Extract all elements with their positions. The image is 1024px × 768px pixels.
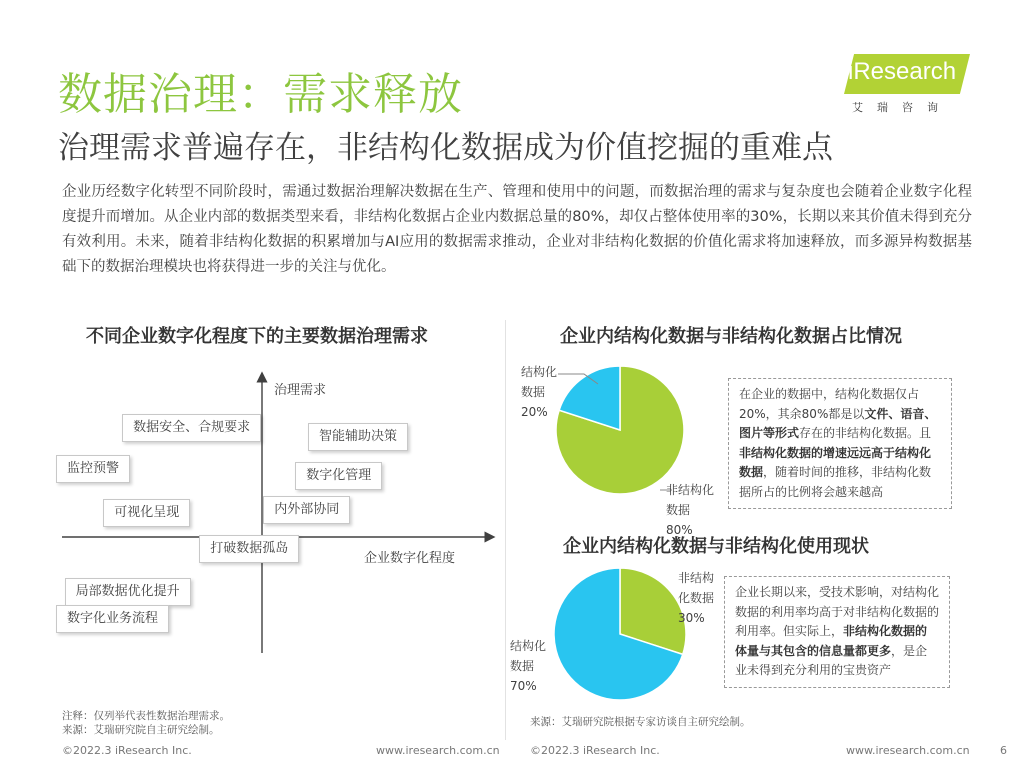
body-text: 在企业的数据中，结构化数据仅占20%，其余80%都是以 [739,387,920,421]
pie2-description-box [724,576,950,688]
logo-cn: 艾瑞咨询 [852,101,952,114]
pie1-unstructured-value: 80% [666,523,693,537]
body-text: 企业长期以来，受技术影响，对结构化数据的利用率均高于对非结构化数据的利用率。但实际上， [735,585,940,638]
pie2-label-unstructured [678,568,720,628]
panel-divider [505,320,506,740]
page-number: 6 [1000,744,1007,757]
quadrant-tag: 监控预警 [56,455,130,483]
body-text: ，随着时间的推移，非结构化数据所占的比例将会越来越高 [739,465,932,499]
quadrant-tag: 打破数据孤岛 [199,535,299,563]
pie2-label-structured [510,636,552,696]
y-axis-label: 治理需求 [274,383,327,398]
pie1-label-structured [521,362,565,422]
right-note: 来源：艾瑞研究院根据专家访谈自主研究绘制。 [530,716,751,728]
intro-paragraph: 企业历经数字化转型不同阶段时，需通过数据治理解决数据在生产、管理和使用中的问题，而数据治理的需求与复杂度也会随着企业数字化程度提升而增加。从企业内部的数据类型来看，非结构化数据占企业内数据总量的80%，却仅占整体使用率的30%，长期以来其价值未得到充分有效利用。未来，随着非结构化数据的积累增加与AI应用的数据需求推动，企业对非结构化数据的价值化需求将加速释放，而多源异构数据基础下的数据治理模块也将获得进一步的关注与优化。 [62,184,972,275]
quadrant-tag: 智能辅助决策 [308,423,408,451]
quadrant-tag: 内外部协同 [263,496,350,524]
iresearch-logo [832,54,972,118]
quadrant-tag: 局部数据优化提升 [65,578,191,606]
quadrant-tag: 数据安全、合规要求 [122,414,261,442]
pie1-heading: 企业内结构化数据与非结构化数据占比情况 [560,326,902,347]
emphasis-text: 非结构化数据的增速远远高于结构化数据 [739,445,932,479]
logo-brand: iResearch [848,58,957,85]
page-subtitle: 治理需求普遍存在，非结构化数据成为价值挖掘的重难点 [58,130,833,166]
x-axis-label: 企业数字化程度 [364,551,456,566]
quadrant-tag: 数字化业务流程 [56,605,169,633]
right-footer-copyright: ©2022.3 iResearch Inc. [530,744,660,757]
body-text: ，是企业未得到充分利用的宝贵资产 [735,643,928,677]
page-title: 数据治理：需求释放 [58,69,463,120]
left-heading: 不同企业数字化程度下的主要数据治理需求 [86,326,428,347]
pie1-structured-value: 20% [521,405,548,419]
emphasis-text: 文件、语音、图片等形式 [739,406,937,440]
body-text: 存在的非结构化数据。且 [799,426,932,440]
quadrant-tag: 数字化管理 [295,462,382,490]
pie1-label-unstructured [666,480,722,540]
pie2-unstructured-name: 非结构化数据 [678,571,715,605]
left-footer-url[interactable]: www.iresearch.com.cn [376,744,500,757]
pie2-heading: 企业内结构化数据与非结构化使用现状 [563,536,869,557]
left-note-2: 来源：艾瑞研究院自主研究绘制。 [62,724,220,736]
emphasis-text: 非结构化数据的体量与其包含的信息量都更多 [735,624,928,658]
quadrant-tag: 可视化呈现 [103,499,190,527]
pie2-structured-name: 结构化数据 [510,639,547,673]
right-footer-url[interactable]: www.iresearch.com.cn [846,744,970,757]
pie1-structured-name: 结构化数据 [521,365,558,399]
left-footer-copyright: ©2022.3 iResearch Inc. [62,744,192,757]
pie1-description-box [728,378,952,509]
pie1-unstructured-name: 非结构化数据 [666,483,715,517]
left-note-1: 注释：仅列举代表性数据治理需求。 [62,710,230,722]
pie2-structured-value: 70% [510,679,537,693]
pie2-unstructured-value: 30% [678,611,705,625]
